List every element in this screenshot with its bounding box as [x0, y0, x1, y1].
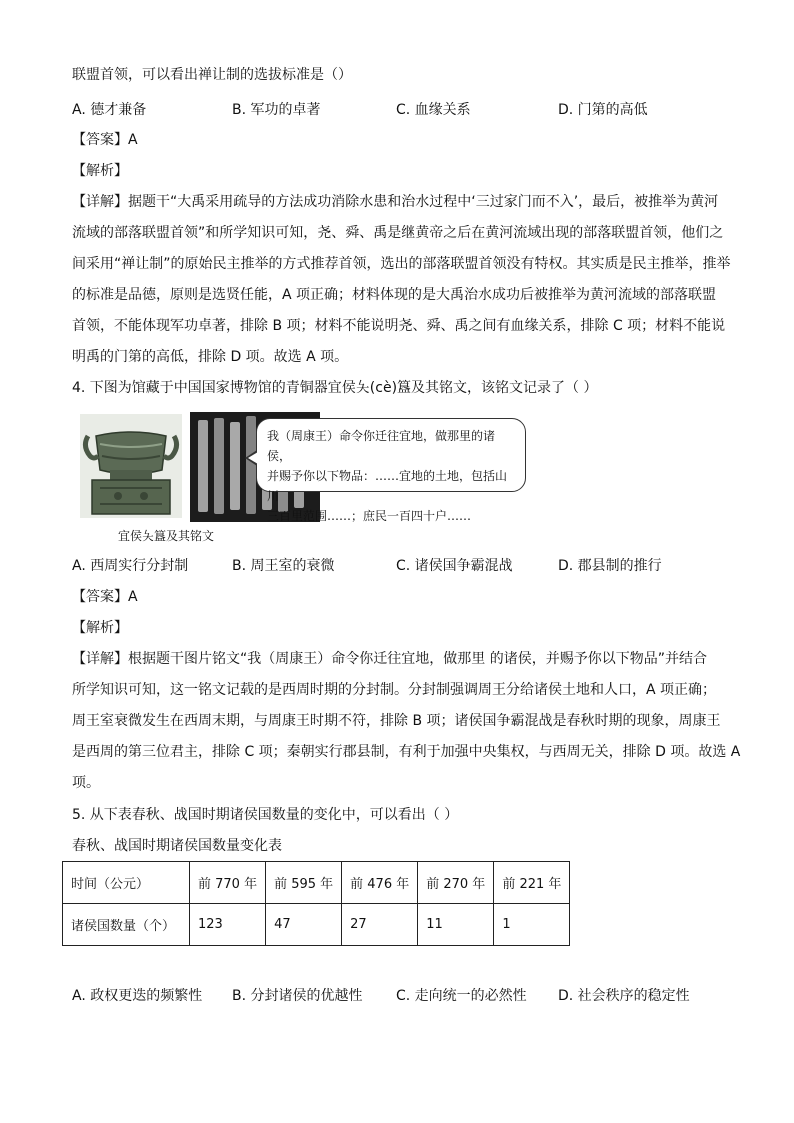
- table-header-row: [63, 862, 570, 904]
- q4-option-b: B. 周王室的衰微: [232, 558, 335, 574]
- figure-caption: 宜侯夨簋及其铭文: [118, 529, 215, 543]
- q3-stem-end: 联盟首领，可以看出禅让制的选拔标准是（）: [72, 67, 352, 83]
- table-cell: 123: [190, 904, 266, 946]
- q3-detail-line: 流域的部落联盟首领”和所学知识可知，尧、舜、禹是继黄帝之后在黄河流域出现的部落联盟首领，他们之: [72, 225, 724, 241]
- q4-option-c: C. 诸侯国争霸混战: [396, 558, 513, 574]
- bubble-line: 并赐予你以下物品：……宜地的土地，包括山川: [267, 469, 508, 503]
- table-cell: 前 595 年: [266, 862, 342, 904]
- q3-detail-line: 的标准是品德，原则是选贤任能，A 项正确；材料体现的是大禹治水成功后被推举为黄河流域的部落联盟: [72, 287, 717, 303]
- table-cell: 前 770 年: [190, 862, 266, 904]
- q4-detail-line: 项。: [72, 775, 100, 791]
- q5-option-d: D. 社会秩序的稳定性: [558, 988, 690, 1004]
- q3-detail-line: 明禹的门第的高低，排除 D 项。故选 A 项。: [72, 349, 349, 365]
- q5-options: [72, 985, 732, 1005]
- q3-option-a: A. 德才兼备: [72, 102, 147, 118]
- q3-option-c: C. 血缘关系: [396, 102, 471, 118]
- q3-detail-line: 首领，不能体现军功卓著，排除 B 项；材料不能说明尧、舜、禹之间有血缘关系，排除 C 项；材料不能说: [72, 318, 726, 334]
- q5-stem: 5. 从下表春秋、战国时期诸侯国数量的变化中，可以看出（ ）: [72, 807, 459, 823]
- q4-detail-line: 所学知识可知，这一铭文记载的是西周时期的分封制。分封制强调周王分给诸侯土地和人口，A 项正确；: [72, 682, 717, 698]
- table-cell: 时间（公元）: [63, 862, 190, 904]
- q3-analysis-label: 【解析】: [72, 163, 128, 179]
- q5-table-title: 春秋、战国时期诸侯国数量变化表: [72, 838, 282, 854]
- q3-options: [72, 99, 732, 119]
- q4-stem: 4. 下图为馆藏于中国国家博物馆的青铜器宜侯夨(cè)簋及其铭文，该铭文记录了（ ）: [72, 380, 598, 396]
- q3-option-d: D. 门第的高低: [558, 102, 648, 118]
- q4-detail-line: 周王室衰微发生在西周末期，与周康王时期不符，排除 B 项；诸侯国争霸混战是春秋时期的现象，周康王: [72, 713, 721, 729]
- q5-option-c: C. 走向统一的必然性: [396, 988, 527, 1004]
- inscription-speech-bubble: [256, 418, 526, 523]
- q5-table: [62, 861, 570, 946]
- q4-option-a: A. 西周实行分封制: [72, 558, 189, 574]
- bubble-line: 我（周康王）命令你迁往宜地，做那里的诸侯，: [267, 429, 496, 463]
- q4-analysis-label: 【解析】: [72, 620, 128, 636]
- table-cell: 前 221 年: [494, 862, 570, 904]
- q4-figure: [80, 410, 540, 545]
- q3-detail-line: 间采用“禅让制”的原始民主推举的方式推荐首领，选出的部落联盟首领没有特权。其实质是民主推举，推举: [72, 256, 731, 272]
- q4-option-d: D. 郡县制的推行: [558, 558, 662, 574]
- q3-option-b: B. 军功的卓著: [232, 102, 321, 118]
- q4-options: [72, 555, 732, 575]
- q3-answer: 【答案】A: [72, 132, 138, 148]
- table-cell: 诸侯国数量（个）: [63, 904, 190, 946]
- table-cell: 11: [418, 904, 494, 946]
- table-row: [63, 904, 570, 946]
- q5-option-a: A. 政权更迭的频繁性: [72, 988, 203, 1004]
- table-cell: 1: [494, 904, 570, 946]
- q4-detail-line: 【详解】根据题干图片铭文“我（周康王）命令你迁往宜地，做那里 的诸侯，并赐予你以下物品”并结合: [72, 651, 707, 667]
- bronze-gui-vessel-image: [80, 414, 182, 518]
- table-cell: 前 476 年: [342, 862, 418, 904]
- table-cell: 前 270 年: [418, 862, 494, 904]
- table-cell: 47: [266, 904, 342, 946]
- q4-answer: 【答案】A: [72, 589, 138, 605]
- q4-detail-line: 是西周的第三位君主，排除 C 项；秦朝实行郡县制，有利于加强中央集权，与西周无关，排除 D 项。故选 A: [72, 744, 741, 760]
- bubble-line: 三百里范围……；庶民一百四十户……: [267, 509, 472, 523]
- table-cell: 27: [342, 904, 418, 946]
- q5-option-b: B. 分封诸侯的优越性: [232, 988, 363, 1004]
- q3-detail-line: 【详解】据题干“大禹采用疏导的方法成功消除水患和治水过程中‘三过家门而不入’，最后，被推举为黄河: [72, 194, 719, 210]
